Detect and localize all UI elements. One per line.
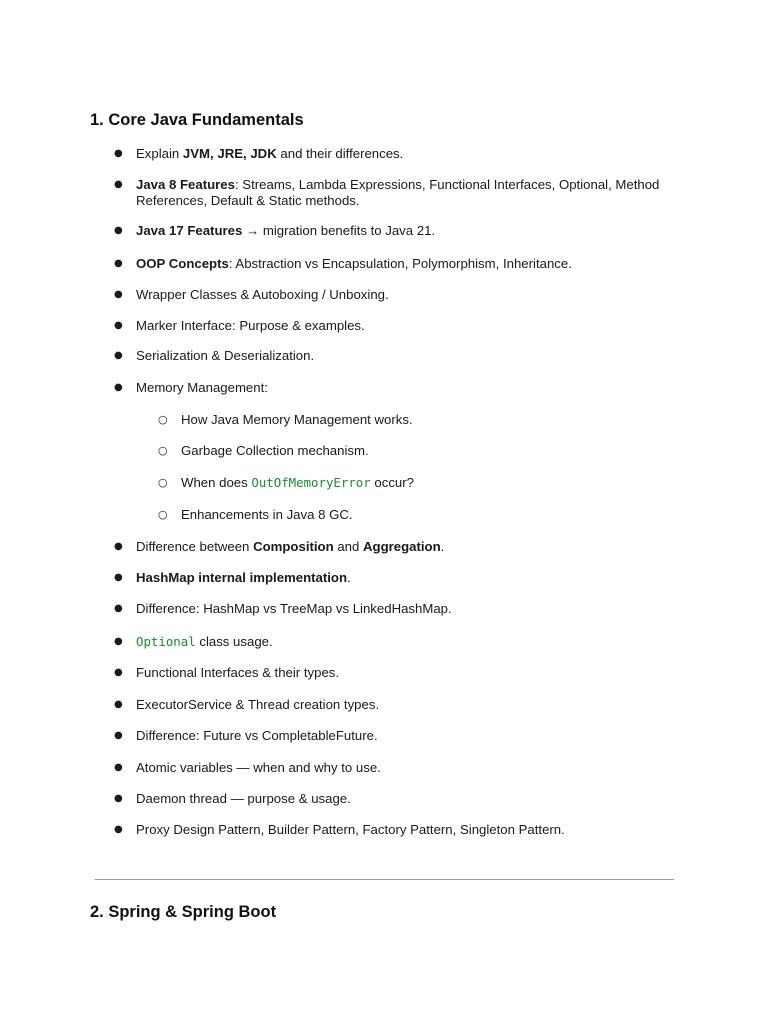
- bold-text: Composition: [253, 539, 334, 554]
- sub-list-item: [158, 507, 676, 523]
- list-item-text: [136, 146, 403, 161]
- bullet-icon: ●: [114, 762, 123, 773]
- list-item-text: [136, 760, 381, 775]
- list-item: [114, 697, 676, 713]
- list-item-text: [136, 539, 444, 554]
- list-item: [114, 348, 676, 364]
- plain-text: Explain: [136, 146, 183, 161]
- plain-text: Wrapper Classes & Autoboxing / Unboxing.: [136, 287, 389, 302]
- bullet-icon: ●: [114, 179, 123, 190]
- bullet-icon: ●: [114, 667, 123, 678]
- list-item-text: [136, 728, 378, 743]
- list-item: [114, 728, 676, 744]
- list-item-text: [136, 318, 365, 333]
- bullet-icon: ●: [114, 603, 123, 614]
- sub-list-item: [158, 412, 676, 428]
- plain-text: Memory Management:: [136, 380, 268, 395]
- list-item-text: [136, 287, 389, 302]
- hollow-bullet-icon: ○: [158, 413, 168, 426]
- list-item-text: [136, 256, 572, 271]
- plain-text: and: [333, 539, 363, 554]
- list-item-text: [181, 507, 353, 522]
- list-item: [114, 287, 676, 303]
- bullet-icon: ●: [114, 824, 123, 835]
- list-item-text: [181, 443, 369, 458]
- plain-text: Daemon thread — purpose & usage.: [136, 791, 351, 806]
- plain-text: Proxy Design Pattern, Builder Pattern, Factory Pattern, Singleton Pattern.: [136, 822, 565, 837]
- plain-text: Functional Interfaces & their types.: [136, 665, 340, 680]
- list-item: [114, 223, 676, 239]
- bullet-icon: ●: [114, 382, 123, 393]
- bullet-icon: ●: [114, 350, 123, 361]
- list-item-text: [136, 822, 565, 837]
- plain-text: : Abstraction vs Encapsulation, Polymorphism, Inheritance.: [228, 256, 572, 271]
- list-item-text: [136, 570, 351, 585]
- plain-text: : Streams, Lambda Expressions, Functional Interfaces, Optional, Method References, Default & Static methods.: [136, 177, 660, 208]
- plain-text: Difference: Future vs CompletableFuture.: [136, 728, 378, 743]
- plain-text: → migration benefits to Java 21.: [242, 223, 436, 238]
- plain-text: .: [347, 570, 351, 585]
- plain-text: Enhancements in Java 8 GC.: [181, 507, 353, 522]
- list-item-text: [136, 791, 351, 806]
- plain-text: When does: [181, 475, 252, 490]
- list-item-text: [136, 348, 314, 363]
- hollow-bullet-icon: ○: [158, 508, 168, 521]
- list-item-text: [136, 665, 339, 680]
- list-item: [114, 791, 676, 807]
- sub-list-item: [158, 475, 676, 491]
- bold-text: OOP Concepts: [136, 256, 229, 271]
- list-item: [114, 634, 676, 650]
- plain-text: Serialization & Deserialization.: [136, 348, 315, 363]
- bold-text: Java 17 Features: [136, 223, 243, 238]
- list-item: [114, 760, 676, 776]
- sub-list-item: [158, 443, 676, 459]
- section-heading-spring: 2. Spring & Spring Boot: [90, 903, 277, 921]
- list-item-text: [136, 601, 452, 616]
- list-item-text: [136, 223, 435, 238]
- bullet-icon: ●: [114, 699, 123, 710]
- plain-text: .: [440, 539, 445, 554]
- section-divider: [95, 879, 674, 880]
- list-item: [114, 380, 676, 396]
- inline-code: OutOfMemoryError: [251, 475, 371, 490]
- plain-text: Atomic variables — when and why to use.: [136, 760, 381, 775]
- bullet-icon: ●: [114, 541, 123, 552]
- bullet-icon: ●: [114, 636, 123, 647]
- list-item: [114, 256, 676, 272]
- list-item: [114, 570, 676, 586]
- plain-text: occur?: [370, 475, 414, 490]
- plain-text: and their differences.: [276, 146, 404, 161]
- section-heading-core-java: 1. Core Java Fundamentals: [90, 111, 304, 129]
- plain-text: Difference between: [136, 539, 254, 554]
- bullet-icon: ●: [114, 258, 123, 269]
- inline-code: Optional: [136, 634, 196, 649]
- hollow-bullet-icon: ○: [158, 444, 168, 457]
- list-item: [114, 539, 676, 555]
- list-item-text: [181, 412, 413, 427]
- bullet-icon: ●: [114, 148, 123, 159]
- list-item: [114, 822, 676, 838]
- list-item: [114, 665, 676, 681]
- bullet-icon: ●: [114, 793, 123, 804]
- list-item-text: [136, 380, 268, 395]
- list-item: [114, 177, 676, 209]
- list-item: [114, 146, 676, 162]
- plain-text: How Java Memory Management works.: [181, 412, 413, 427]
- plain-text: ExecutorService & Thread creation types.: [136, 697, 380, 712]
- plain-text: Difference: HashMap vs TreeMap vs LinkedHashMap.: [136, 601, 452, 616]
- list-item-text: [181, 475, 414, 490]
- hollow-bullet-icon: ○: [158, 476, 168, 489]
- bold-text: Java 8 Features: [136, 177, 235, 192]
- list-item-text: [136, 697, 379, 712]
- bullet-icon: ●: [114, 225, 123, 236]
- list-item-text: [136, 177, 659, 208]
- bullet-icon: ●: [114, 289, 123, 300]
- plain-text: Marker Interface: Purpose & examples.: [136, 318, 365, 333]
- bold-text: HashMap internal implementation: [136, 570, 348, 585]
- bullet-icon: ●: [114, 730, 123, 741]
- bullet-icon: ●: [114, 572, 123, 583]
- bold-text: Aggregation: [363, 539, 441, 554]
- list-item: [114, 318, 676, 334]
- list-item-text: [136, 634, 273, 649]
- bold-text: JVM, JRE, JDK: [182, 146, 277, 161]
- list-item: [114, 601, 676, 617]
- plain-text: class usage.: [195, 634, 273, 649]
- bullet-icon: ●: [114, 320, 123, 331]
- plain-text: Garbage Collection mechanism.: [181, 443, 369, 458]
